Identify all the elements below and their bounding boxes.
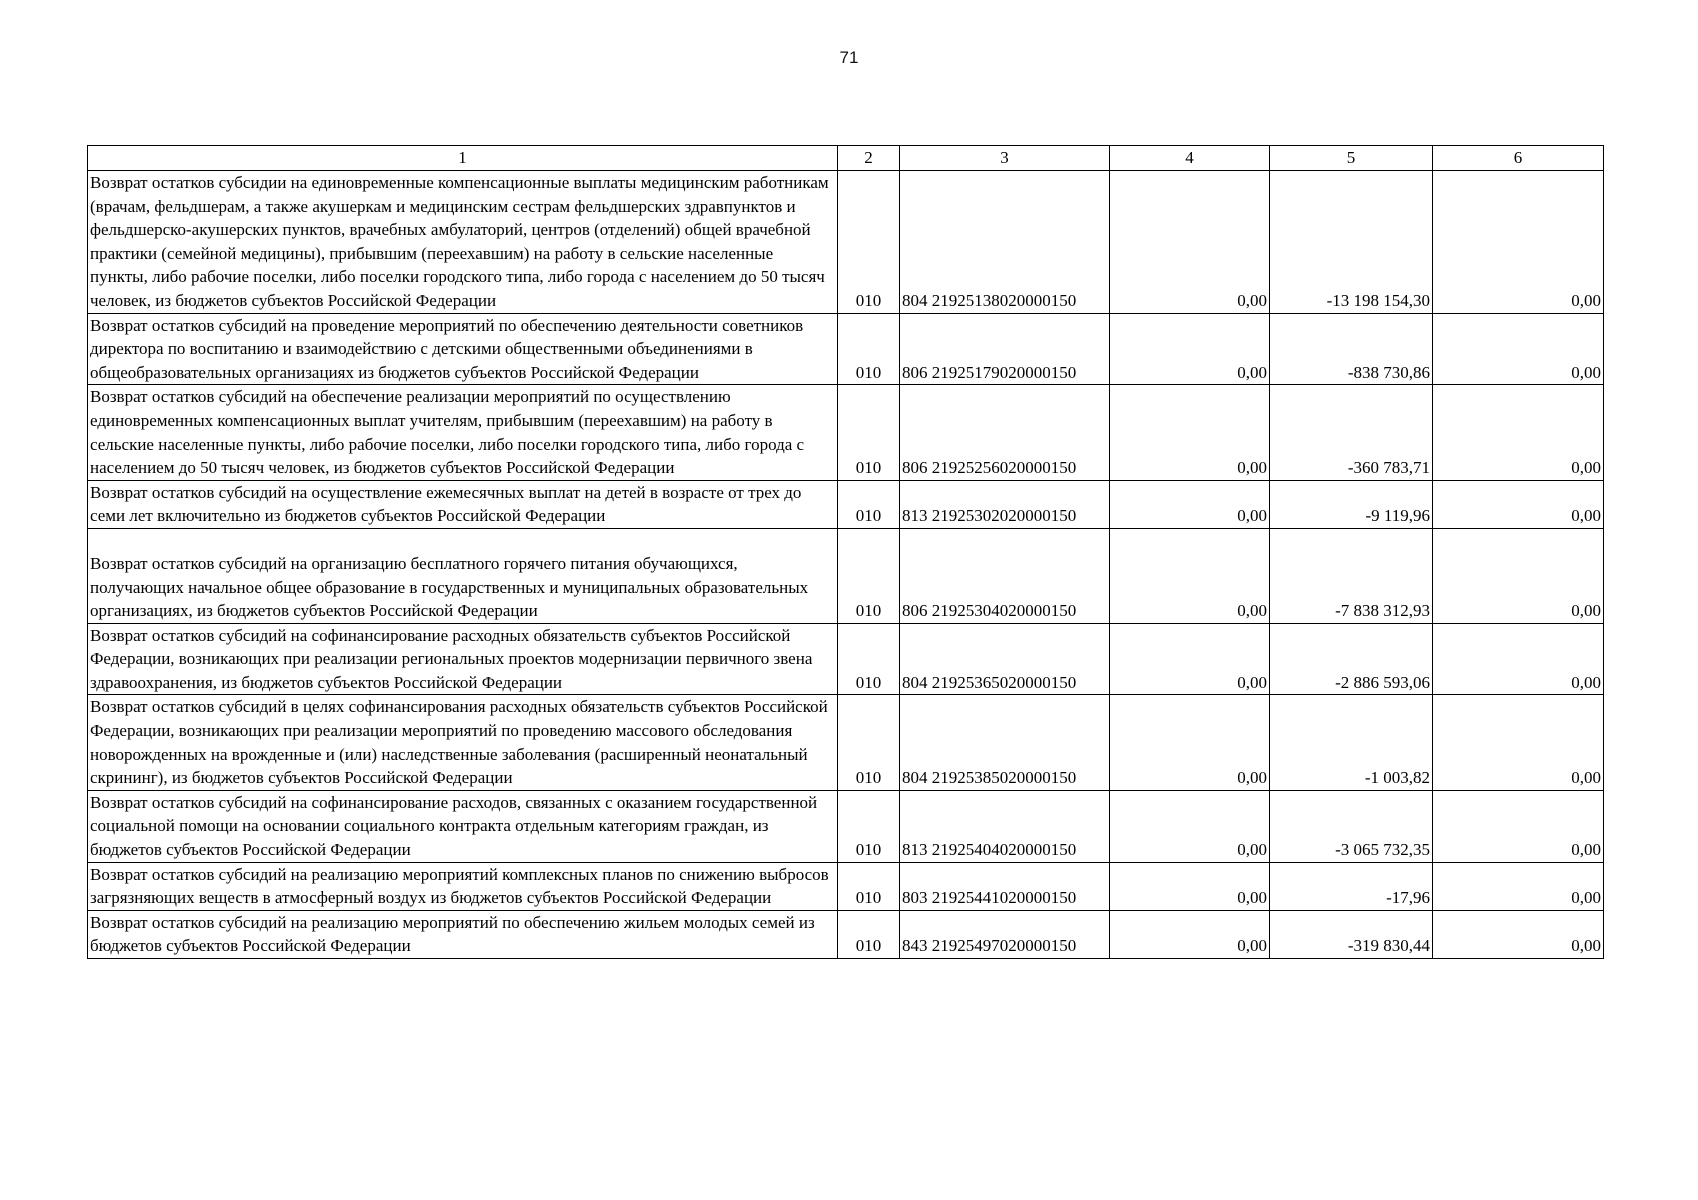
row-name: Возврат остатков субсидий на обеспечение реализации мероприятий по осуществлению единовременных компенсационных выплат учителям, прибывшим (переехавшим) на работу в сельские населенные пункты, либо рабочие поселки, либо поселки городского типа, либо города с населением до 50 тысяч человек, из бюджетов субъектов Российской Федерации [88,385,838,480]
row-code: 010 [838,528,900,623]
row-col6: 0,00 [1433,313,1604,385]
column-header-3: 3 [900,146,1110,171]
row-col5: -13 198 154,30 [1270,171,1433,314]
row-col4: 0,00 [1110,171,1270,314]
row-col4: 0,00 [1110,313,1270,385]
row-kbk: 813 21925302020000150 [900,480,1110,528]
column-header-1: 1 [88,146,838,171]
row-name [88,528,838,623]
column-header-2: 2 [838,146,900,171]
row-kbk: 804 21925138020000150 [900,171,1110,314]
row-col5: -1 003,82 [1270,695,1433,790]
row-kbk: 806 21925179020000150 [900,313,1110,385]
row-code: 010 [838,862,900,910]
row-code: 010 [838,313,900,385]
row-col4: 0,00 [1110,695,1270,790]
row-kbk: 803 21925441020000150 [900,862,1110,910]
row-col5: -7 838 312,93 [1270,528,1433,623]
row-col4: 0,00 [1110,790,1270,862]
row-col6: 0,00 [1433,695,1604,790]
row-kbk: 843 21925497020000150 [900,910,1110,958]
page-number: 71 [839,48,859,67]
table-row [88,862,1604,910]
row-code: 010 [838,790,900,862]
table-row [88,695,1604,790]
row-col5: -3 065 732,35 [1270,790,1433,862]
row-col6: 0,00 [1433,528,1604,623]
row-name: Возврат остатков субсидий на реализацию мероприятий комплексных планов по снижению выбросов загрязняющих веществ в атмосферный воздух из бюджетов субъектов Российской Федерации [88,862,838,910]
column-header-5: 5 [1270,146,1433,171]
row-col6: 0,00 [1433,171,1604,314]
table-row [88,171,1604,314]
row-name: Возврат остатков субсидий на софинансирование расходных обязательств субъектов Российской Федерации, возникающих при реализации региональных проектов модернизации первичного звена здравоохранения, из бюджетов субъектов Российской Федерации [88,623,838,695]
column-header-6: 6 [1433,146,1604,171]
row-col6: 0,00 [1433,480,1604,528]
table-row [88,790,1604,862]
table-row [88,385,1604,480]
table-row [88,623,1604,695]
row-col4: 0,00 [1110,910,1270,958]
row-code: 010 [838,171,900,314]
row-code: 010 [838,695,900,790]
row-col5: -838 730,86 [1270,313,1433,385]
header-row [88,146,1604,171]
row-kbk: 804 21925365020000150 [900,623,1110,695]
budget-table [87,145,1604,959]
row-name: Возврат остатков субсидии на единовременные компенсационные выплаты медицинским работникам (врачам, фельдшерам, а также акушеркам и медицинским сестрам фельдшерских здравпунктов и фельдшерско-акушерских пунктов, врачебных амбулаторий, центров (отделений) общей врачебной практики (семейной медицины), прибывшим (переехавшим) на работу в сельские населенные пункты, либо рабочие поселки, либо поселки городского типа, либо города с населением до 50 тысяч человек, из бюджетов субъектов Российской Федерации [88,171,838,314]
row-name: Возврат остатков субсидий в целях софинансирования расходных обязательств субъектов Российской Федерации, возникающих при реализации мероприятий по проведению массового обследования новорожденных на врожденные и (или) наследственные заболевания (расширенный неонатальный скрининг), из бюджетов субъектов Российской Федерации [88,695,838,790]
row-name-text: Возврат остатков субсидий на организацию бесплатного горячего питания обучающихся, получающих начальное общее образование в государственных и муниципальных образовательных организациях, из бюджетов субъектов Российской Федерации [90,553,809,621]
row-name: Возврат остатков субсидий на осуществление ежемесячных выплат на детей в возрасте от трех до семи лет включительно из бюджетов субъектов Российской Федерации [88,480,838,528]
table-row [88,910,1604,958]
row-col5: -17,96 [1270,862,1433,910]
row-name: Возврат остатков субсидий на софинансирование расходов, связанных с оказанием государственной социальной помощи на основании социального контракта отдельным категориям граждан, из бюджетов субъектов Российской Федерации [88,790,838,862]
row-col5: -360 783,71 [1270,385,1433,480]
row-kbk: 806 21925304020000150 [900,528,1110,623]
row-col4: 0,00 [1110,623,1270,695]
row-code: 010 [838,910,900,958]
table-row [88,313,1604,385]
table-row [88,528,1604,623]
row-kbk: 813 21925404020000150 [900,790,1110,862]
row-col5: -2 886 593,06 [1270,623,1433,695]
row-col4: 0,00 [1110,862,1270,910]
row-col6: 0,00 [1433,862,1604,910]
row-col6: 0,00 [1433,623,1604,695]
row-col6: 0,00 [1433,910,1604,958]
row-name: Возврат остатков субсидий на проведение мероприятий по обеспечению деятельности советников директора по воспитанию и взаимодействию с детскими общественными объединениями в общеобразовательных организациях из бюджетов субъектов Российской Федерации [88,313,838,385]
row-kbk: 804 21925385020000150 [900,695,1110,790]
row-col6: 0,00 [1433,385,1604,480]
column-header-4: 4 [1110,146,1270,171]
row-col4: 0,00 [1110,528,1270,623]
table-row [88,480,1604,528]
row-col4: 0,00 [1110,480,1270,528]
row-col5: -319 830,44 [1270,910,1433,958]
row-col4: 0,00 [1110,385,1270,480]
row-code: 010 [838,385,900,480]
row-col5: -9 119,96 [1270,480,1433,528]
row-code: 010 [838,623,900,695]
row-name: Возврат остатков субсидий на реализацию мероприятий по обеспечению жильем молодых семей из бюджетов субъектов Российской Федерации [88,910,838,958]
row-code: 010 [838,480,900,528]
row-col6: 0,00 [1433,790,1604,862]
row-kbk: 806 21925256020000150 [900,385,1110,480]
